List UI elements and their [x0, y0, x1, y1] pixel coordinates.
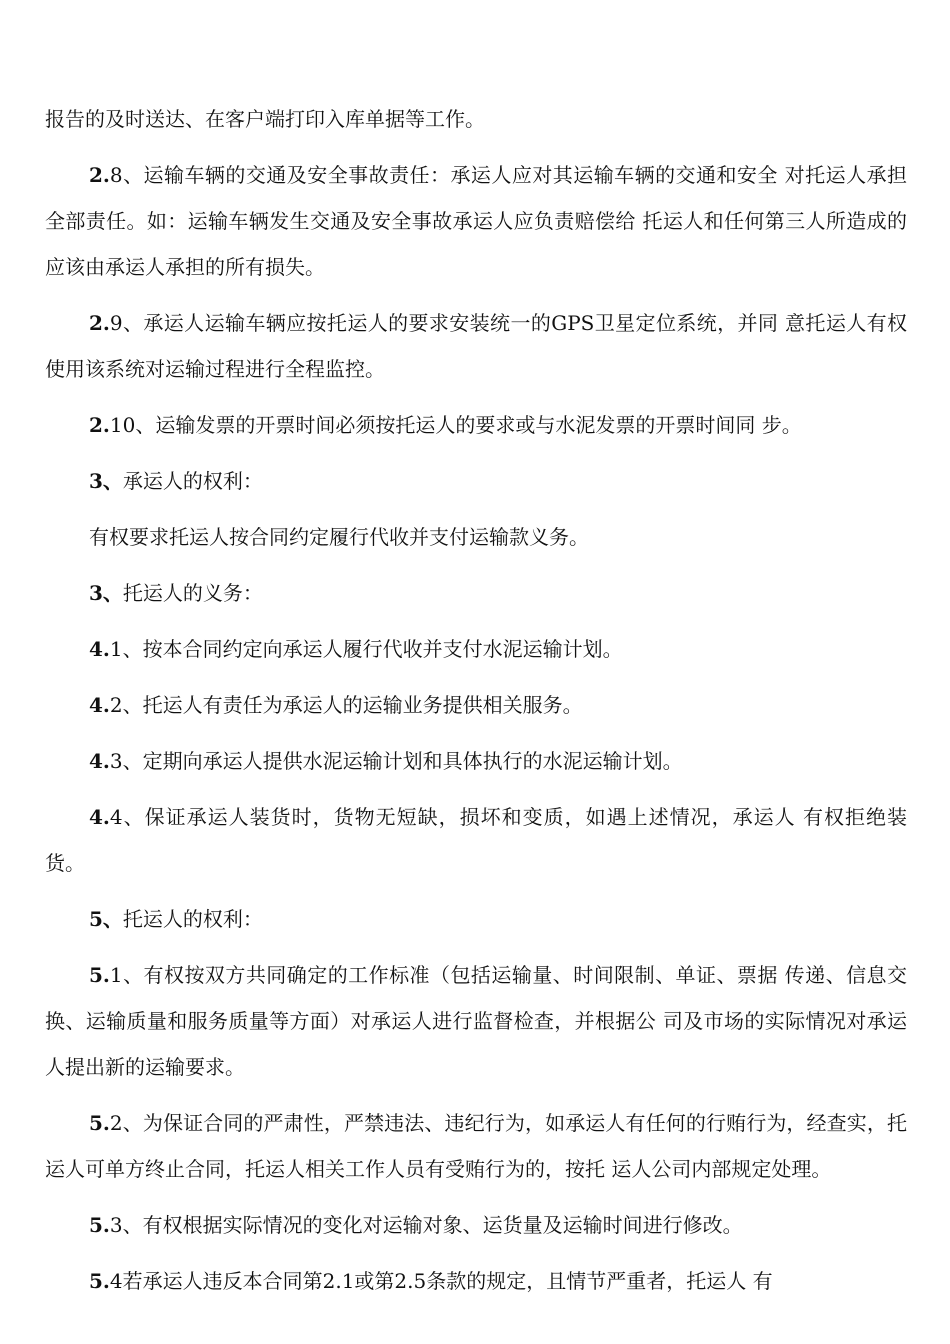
clause-number: 5. — [89, 1111, 110, 1135]
paragraph-clause-4-3 — [45, 738, 907, 784]
section-number: 5、 — [89, 907, 123, 931]
section-heading-shipper-rights — [45, 896, 907, 942]
paragraph-text: 1、按本合同约定向承运人履行代收并支付水泥运输计划。 — [109, 637, 623, 661]
paragraph-clause-4-1 — [45, 626, 907, 672]
clause-number: 4. — [89, 749, 110, 773]
paragraph-clause-5-2 — [45, 1100, 907, 1192]
section-number: 3、 — [89, 581, 123, 605]
section-heading-text: 托运人的义务： — [122, 581, 263, 605]
paragraph-text: 9、承运人运输车辆应按托运人的要求安装统一的GPS卫星定位系统，并同 意托运人有权使用该系统对运输过程进行全程监控。 — [45, 311, 907, 381]
paragraph-text: 2、为保证合同的严肃性，严禁违法、违纪行为，如承运人有任何的行贿行为，经查实，托运人可单方终止合同，托运人相关工作人员有受贿行为的，按托 运人公司内部规定处理。 — [45, 1111, 907, 1181]
section-heading-text: 承运人的权利： — [122, 469, 263, 493]
paragraph-carrier-rights — [45, 514, 907, 560]
paragraph-clause-2-8 — [45, 152, 907, 290]
paragraph-text: 有权要求托运人按合同约定履行代收并支付运输款义务。 — [89, 525, 589, 549]
paragraph-text: 3、有权根据实际情况的变化对运输对象、运货量及运输时间进行修改。 — [109, 1213, 743, 1237]
paragraph-text: 4若承运人违反本合同第2.1或第2.5条款的规定，且情节严重者，托运人 有 — [109, 1269, 773, 1293]
paragraph-continuation — [45, 96, 907, 142]
section-heading-carrier-rights — [45, 458, 907, 504]
clause-number: 2. — [89, 413, 110, 437]
paragraph-text: 3、定期向承运人提供水泥运输计划和具体执行的水泥运输计划。 — [109, 749, 683, 773]
paragraph-clause-5-3 — [45, 1202, 907, 1248]
paragraph-text: 10、运输发票的开票时间必须按托运人的要求或与水泥发票的开票时间同 步。 — [109, 413, 802, 437]
clause-number: 2. — [89, 311, 110, 335]
section-heading-shipper-obligations — [45, 570, 907, 616]
paragraph-text: 4、保证承运人装货时，货物无短缺，损坏和变质，如遇上述情况，承运人 有权拒绝装货。 — [45, 805, 907, 875]
paragraph-clause-4-4 — [45, 794, 907, 886]
paragraph-clause-2-9 — [45, 300, 907, 392]
paragraph-clause-5-4 — [45, 1258, 907, 1304]
paragraph-text: 8、运输车辆的交通及安全事故责任：承运人应对其运输车辆的交通和安全 对托运人承担全部责任。如：运输车辆发生交通及安全事故承运人应负责赔偿给 托运人和任何第三人所造成的应该由承运人承担的所有损失。 — [45, 163, 907, 279]
paragraph-clause-2-10 — [45, 402, 907, 448]
clause-number: 5. — [89, 1269, 110, 1293]
paragraph-text: 报告的及时送达、在客户端打印入库单据等工作。 — [45, 107, 485, 131]
paragraph-clause-5-1 — [45, 952, 907, 1090]
clause-number: 5. — [89, 963, 110, 987]
document-body — [45, 96, 907, 1314]
section-number: 3、 — [89, 469, 123, 493]
clause-number: 4. — [89, 637, 110, 661]
clause-number: 5. — [89, 1213, 110, 1237]
paragraph-text: 2、托运人有责任为承运人的运输业务提供相关服务。 — [109, 693, 583, 717]
clause-number: 4. — [89, 693, 110, 717]
clause-number: 2. — [89, 163, 110, 187]
section-heading-text: 托运人的权利： — [122, 907, 263, 931]
paragraph-text: 1、有权按双方共同确定的工作标准（包括运输量、时间限制、单证、票据 传递、信息交换、运输质量和服务质量等方面）对承运人进行监督检查，并根据公 司及市场的实际情况对承运人提出新的运输要求。 — [45, 963, 907, 1079]
clause-number: 4. — [89, 805, 110, 829]
paragraph-clause-4-2 — [45, 682, 907, 728]
